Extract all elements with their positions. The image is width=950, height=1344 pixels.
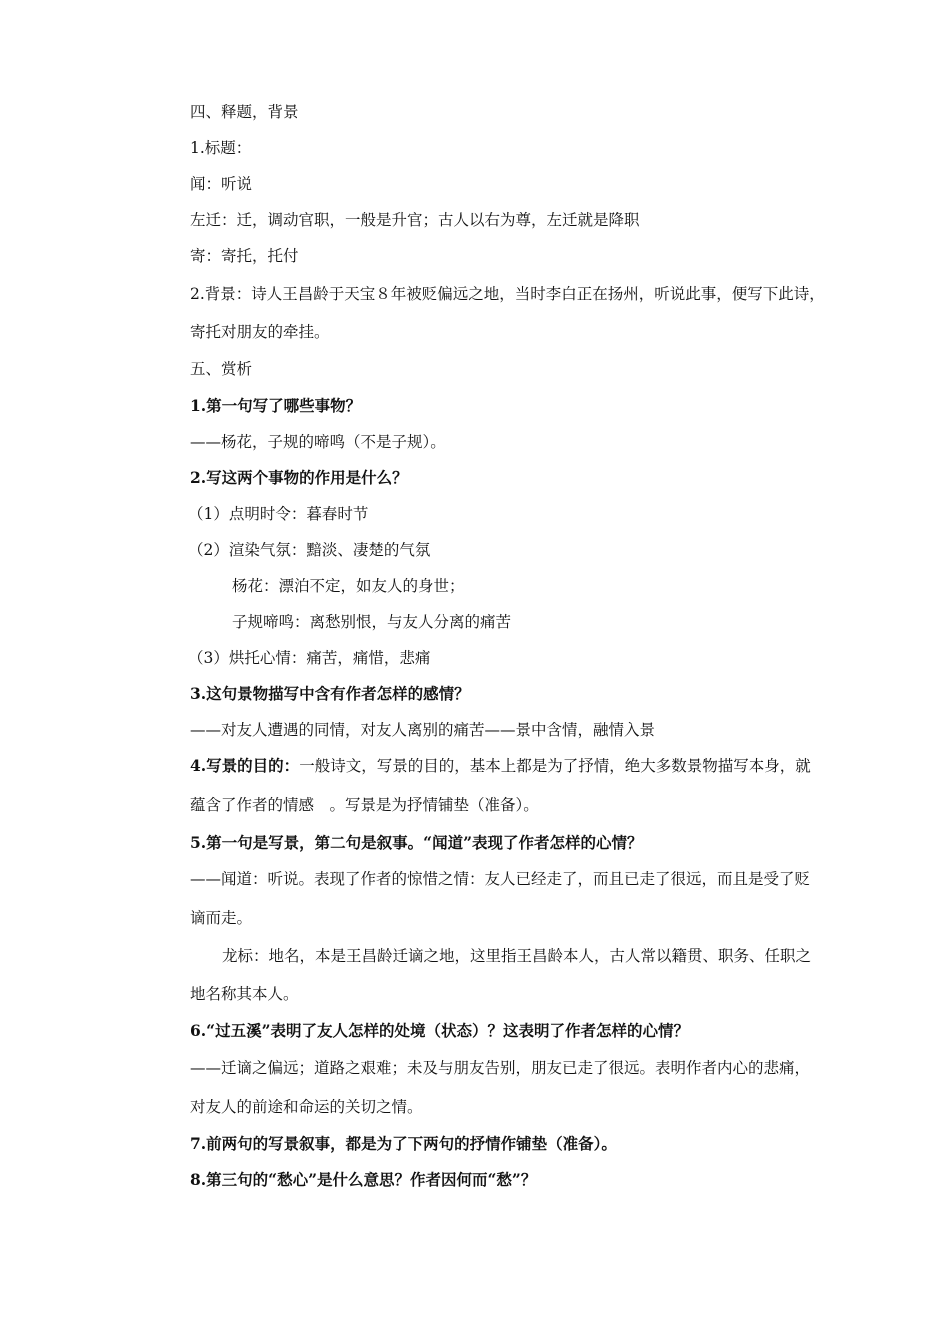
question-1: 1.第一句写了哪些事物？ [190,396,362,415]
text-line: 龙标：地名，本是王昌龄迁谪之地，这里指王昌龄本人，古人常以籍贯、职务、任职之 [222,947,812,965]
text-line: 地名称其本人。 [190,985,299,1003]
answer-line: ——对友人遭遇的同情，对友人离别的痛苦——景中含情，融情入景 [190,721,656,739]
question-3: 3.这句景物描写中含有作者怎样的感情？ [190,684,470,703]
question-4-text: 一般诗文，写景的目的，基本上都是为了抒情，绝大多数景物描写本身，就 [299,757,811,775]
text-line: 左迁：迁，调动官职，一般是升官；古人以右为尊，左迁就是降职 [190,211,640,229]
text-line: 蕴含了作者的情感 。写景是为抒情铺垫（准备）。 [190,796,539,814]
answer-line: （3）烘托心情：痛苦，痛惜，悲痛 [188,649,431,667]
text-line: 闻：听说 [190,175,253,193]
answer-line: ——迁谪之偏远；道路之艰难；未及与朋友告别，朋友已走了很远。表明作者内心的悲痛， [190,1059,811,1077]
question-8: 8.第三句的“愁心”是什么意思？作者因何而“愁”？ [190,1170,537,1189]
answer-line: ——闻道：听说。表现了作者的惊惜之情：友人已经走了，而且已走了很远，而且是受了贬 [190,870,811,888]
question-4-label: 4.写景的目的： [190,756,300,775]
text-line: 寄：寄托，托付 [190,247,299,265]
section-heading-5: 五、赏析 [190,360,253,378]
text-line: 2.背景：诗人王昌龄于天宝８年被贬偏远之地，当时李白正在扬州，听说此事，便写下此诗， [190,285,825,303]
section-heading-4: 四、释题，背景 [190,103,299,121]
question-2: 2.写这两个事物的作用是什么？ [190,468,408,487]
question-5: 5.第一句是写景，第二句是叙事。“闻道”表现了作者怎样的心情？ [190,833,643,852]
question-7: 7.前两句的写景叙事，都是为了下两句的抒情作铺垫（准备）。 [190,1134,617,1153]
answer-line: ——杨花，子规的啼鸣（不是子规）。 [190,433,446,451]
question-4-line [190,756,811,776]
question-6: 6.“过五溪”表明了友人怎样的处境（状态）？这表明了作者怎样的心情？ [190,1021,690,1040]
answer-line: 对友人的前途和命运的关切之情。 [190,1098,423,1116]
subheading-title: 1.标题： [190,139,252,157]
answer-line: 子规啼鸣：离愁别恨，与友人分离的痛苦 [232,613,512,631]
text-line: 寄托对朋友的牵挂。 [190,323,330,341]
answer-line: 谪而走。 [190,909,253,927]
answer-line: （2）渲染气氛：黯淡、凄楚的气氛 [188,541,431,559]
answer-line: 杨花：漂泊不定，如友人的身世； [232,577,465,595]
answer-line: （1）点明时令：暮春时节 [188,505,369,523]
